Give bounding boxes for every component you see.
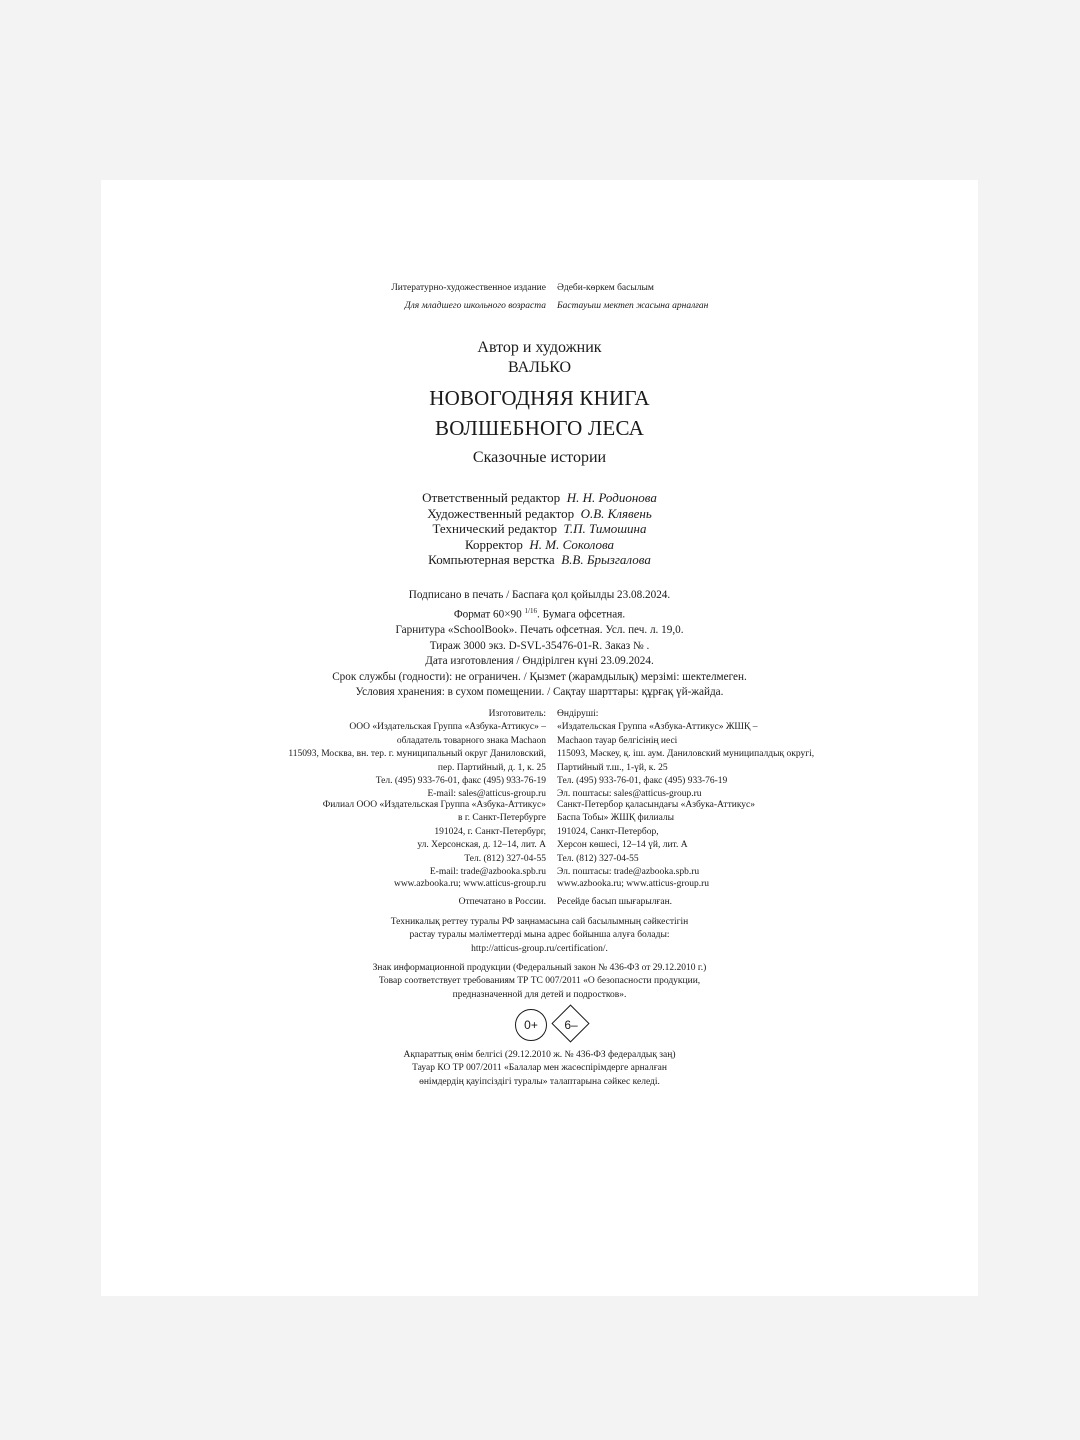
imprint-signed: Подписано в печать / Баспаға қол қойылды 23.08.2024. — [408, 589, 671, 601]
imprint-run: Тираж 3000 экз. D-SVL-35476-01-R. Заказ № . — [429, 639, 650, 652]
credit-line: Технический редактор Т.П. Тимошина — [432, 521, 647, 537]
credit-line: Компьютерная верстка В.В. Брызгалова — [428, 552, 651, 568]
imprint-typeface: Гарнитура «SchoolBook». Печать офсетная. Усл. печ. л. 19,0. — [395, 623, 684, 636]
genre-kz: Әдеби-көркем басылым — [557, 283, 654, 293]
age-kz: Бастауыш мектеп жасына арналған — [557, 301, 709, 311]
credits-list — [101, 490, 978, 568]
credit-line: Корректор Н. М. Соколова — [464, 536, 615, 552]
manufacturer-kz: Өндіруші: «Издательская Группа «Азбука-Аттикус» ЖШҚ – Machaon тауар белгісінің иесі 115093, Мәскеу, қ. іш. аум. Даниловский муниципалдық округі, Партийный т.ш., 1-үй, к. 25 Тел. (495) 933-76-01, факс (495) 933-76-19 Эл. поштасы: sales@atticus-group.ru — [557, 709, 815, 800]
book-subtitle: Сказочные истории — [472, 449, 607, 466]
imprint-storage: Условия хранения: в сухом помещении. / Сақтау шарттары: құрғақ үй-жайда. — [355, 686, 724, 699]
genre-ru: Литературно-художественное издание — [391, 283, 546, 293]
book-imprint-page — [101, 180, 978, 1296]
book-title-line2: ВОЛШЕБНОГО ЛЕСА — [434, 416, 644, 440]
age-6-badge-label: 6– — [564, 1018, 578, 1032]
credit-line: Художественный редактор О.В. Клявень — [427, 505, 652, 521]
age-0-plus-badge: 0+ — [515, 1009, 547, 1041]
imprint-life: Срок службы (годности): не ограничен. / Қызмет (жарамдылық) мерзімі: шектелмеген. — [332, 670, 747, 683]
imprint-format: Формат 60×90 $^{1/16}$. Бумага офсетная. — [453, 606, 626, 621]
imprint-made: Дата изготовления / Өндірілген күні 23.09.2024. — [425, 655, 654, 668]
info-product-kz: Ақпараттық өнім белгісі (29.12.2010 ж. № 436-ФЗ федералдық заң) Тауар КО ТР 007/2011 «Балалар мен жасөспірімдерге арналған өнімдердің қауіпсіздігі туралы» талаптарына сәйкес келеді. — [403, 1050, 676, 1087]
branch-ru: Филиал ООО «Издательская Группа «Азбука-Аттикус» в г. Санкт-Петербурге 191024, г. Санкт-Петербург, ул. Херсонская, д. 12–14, лит. А Тел. (812) 327-04-55 E-mail: trade@azbooka.spb.ru — [322, 800, 546, 878]
author-line: Автор и художник — [477, 339, 602, 356]
branch-kz: Санкт-Петербор қаласындағы «Азбука-Аттикус» Баспа Тобы» ЖШҚ филиалы 191024, Санкт-Петербор, Херсон көшесі, 12–14 үй, лит. А Тел. (812) 327-04-55 Эл. поштасы: trade@azbooka.spb.ru — [557, 800, 756, 878]
printed-ru: Отпечатано в России. — [458, 897, 546, 907]
info-product-ru: Знак информационной продукции (Федеральный закон № 436-ФЗ от 29.12.2010 г.) Товар соответствует требованиям ТР ТС 007/2011 «О безопасности продукции, предназначенной для детей и подростков». — [372, 963, 707, 1000]
web-kz: www.azbooka.ru; www.atticus-group.ru — [557, 879, 710, 889]
age-ru: Для младшего школьного возраста — [404, 301, 546, 311]
printed-kz: Ресейде басып шығарылған. — [557, 897, 673, 907]
book-title-line1: НОВОГОДНЯЯ КНИГА — [429, 386, 650, 410]
certification-note: Техникалық реттеу туралы РФ заңнамасына сай басылымның сәйкестігін растау туралы мәліметтерді мына адрес бойынша алуға болады: http://atticus-group.ru/certification/. — [390, 917, 689, 954]
author-name: ВАЛЬКО — [507, 359, 572, 376]
imprint-block — [101, 588, 978, 701]
web-ru: www.azbooka.ru; www.atticus-group.ru — [393, 879, 546, 889]
credit-line: Ответственный редактор Н. Н. Родионова — [422, 490, 657, 505]
manufacturer-ru: Изготовитель: ООО «Издательская Группа «Азбука-Аттикус» – обладатель товарного знака Machaon 115093, Москва, вн. тер. г. муниципальный округ Даниловский, пер. Партийный, д. 1, к. 25 Тел. (495) 933-76-01, факс (495) 933-76-19 E-mail: sales@atticus-group.ru — [288, 709, 546, 800]
